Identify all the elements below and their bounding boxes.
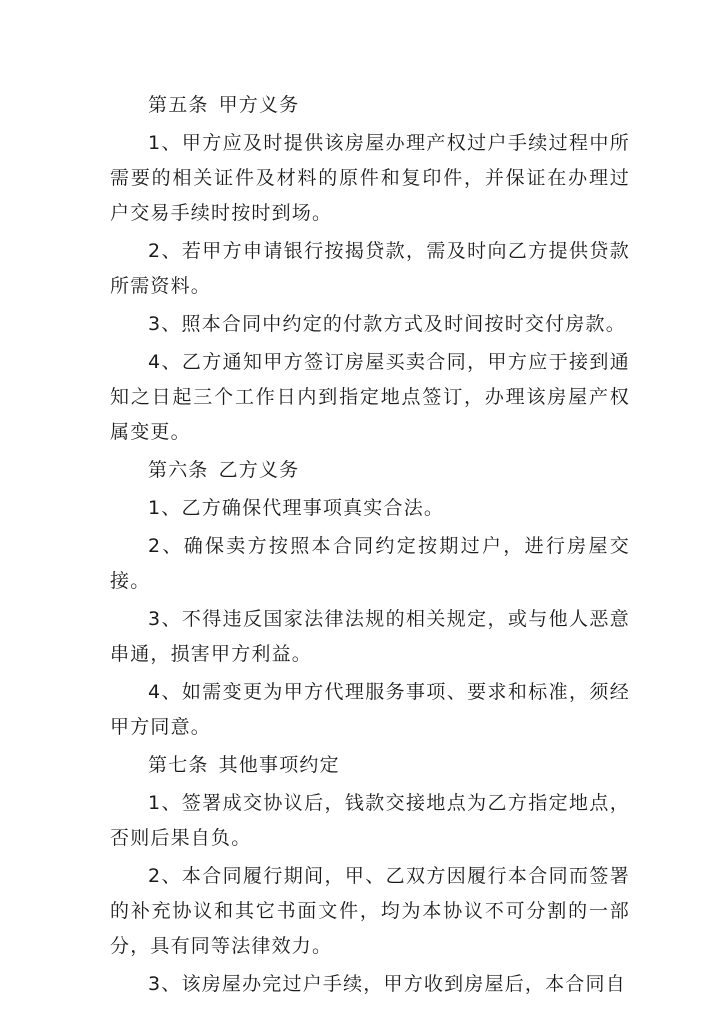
clause-paragraph: 2、确保卖方按照本合同约定按期过户，进行房屋交接。 — [110, 535, 630, 592]
section-heading-6 — [110, 453, 630, 488]
section-heading-7 — [110, 748, 630, 783]
clause-paragraph: 2、本合同履行期间，甲、乙双方因履行本合同而签署的补充协议和其它书面文件，均为本协议不可分割的一部分，具有同等法律效力。 — [110, 865, 630, 957]
clause-paragraph: 1、甲方应及时提供该房屋办理产权过户手续过程中所需要的相关证件及材料的原件和复印件，并保证在办理过户交易手续时按时到场。 — [110, 132, 630, 224]
section-title: 甲方义务 — [218, 94, 300, 116]
clause-paragraph: 1、签署成交协议后，钱款交接地点为乙方指定地点，否则后果自负。 — [110, 792, 630, 849]
clause-paragraph: 2、若甲方申请银行按揭贷款，需及时向乙方提供贷款所需资料。 — [110, 240, 630, 297]
clause-paragraph: 4、乙方通知甲方签订房屋买卖合同，甲方应于接到通知之日起三个工作日内到指定地点签订，办理该房屋产权属变更。 — [110, 351, 630, 443]
section-title: 其他事项约定 — [218, 754, 340, 776]
section-number: 第六条 — [148, 459, 209, 481]
clause-paragraph: 1、乙方确保代理事项真实合法。 — [148, 497, 445, 519]
section-number: 第七条 — [148, 754, 209, 776]
section-number: 第五条 — [148, 94, 209, 116]
clause-paragraph: 3、不得违反国家法律法规的相关规定，或与他人恶意串通，损害甲方利益。 — [110, 608, 630, 665]
clause-paragraph: 3、照本合同中约定的付款方式及时间按时交付房款。 — [148, 313, 626, 335]
section-title: 乙方义务 — [218, 459, 300, 481]
section-heading-5 — [110, 88, 630, 123]
clause-paragraph: 3、该房屋办完过户手续，甲方收到房屋后，本合同自 — [148, 973, 626, 995]
document-page — [110, 88, 630, 1005]
clause-paragraph: 4、如需变更为甲方代理服务事项、要求和标准，须经甲方同意。 — [110, 681, 630, 738]
